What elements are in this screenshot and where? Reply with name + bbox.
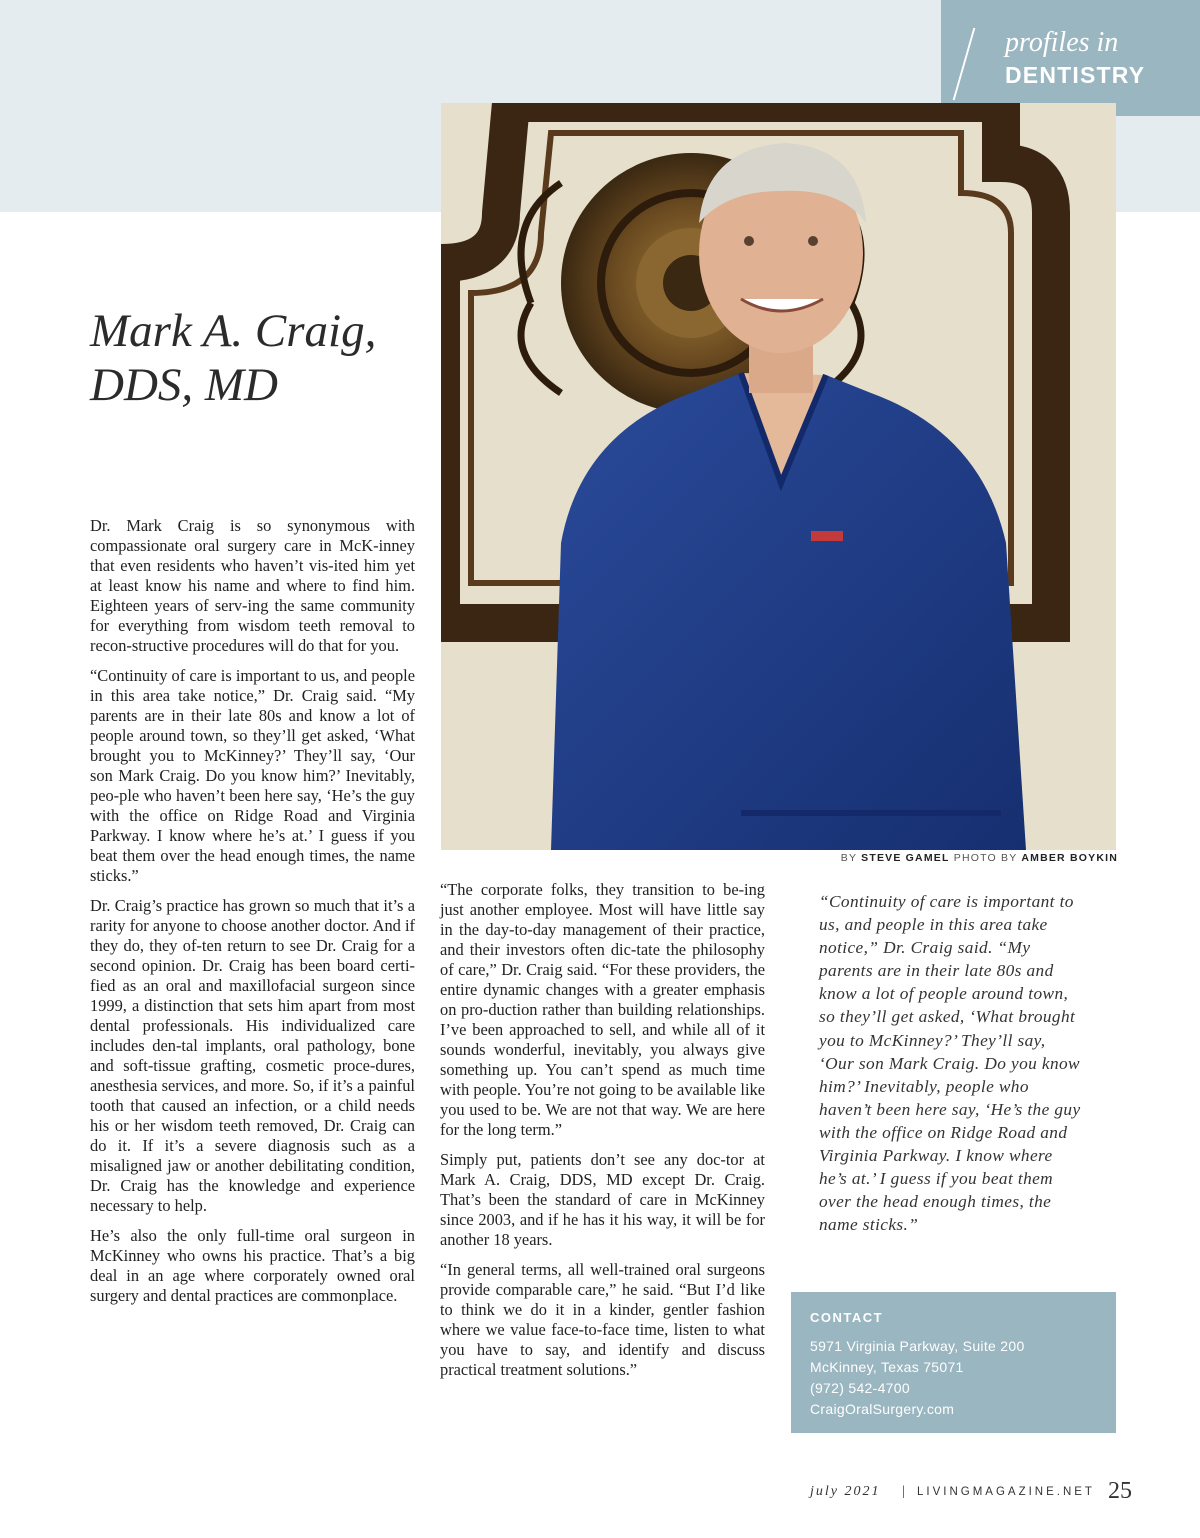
section-label-caps: DENTISTRY [1005, 62, 1146, 88]
slash-divider [953, 28, 976, 100]
footer-date: july 2021 [810, 1484, 881, 1499]
byline-by: BY [840, 852, 858, 864]
contact-box [791, 1292, 1116, 1433]
byline-credit [790, 852, 1118, 864]
byline-photo-by: PHOTO BY [953, 852, 1018, 864]
footer-separator: | [902, 1484, 905, 1499]
page-number: 25 [1108, 1478, 1132, 1504]
body-paragraph: Dr. Mark Craig is so synonymous with compassionate oral surgery care in McK-inney that even residents who haven’t vis-ited him yet at least know his name and where to find him. Eighteen years of serv-ing the same community for everything from wisdom teeth removal to recon-structive procedures will do that for you. [90, 516, 415, 655]
contact-heading: CONTACT [810, 1310, 884, 1325]
contact-address: 5971 Virginia Parkway, Suite 200 [810, 1338, 1025, 1354]
body-paragraph: Simply put, patients don’t see any doc-tor at Mark A. Craig, DDS, MD except Dr. Craig. That’s been the standard of care in McKinney since 2003, and if he has it his way, it will be for another 18 years. [440, 1150, 765, 1249]
contact-details [810, 1336, 1025, 1420]
article-title [90, 304, 435, 412]
body-paragraph: “The corporate folks, they transition to be-ing just another employee. Most will have little say in the day-to-day management of their practice, and their investors often dic-tate the philosophy of care,” Dr. Craig said. “For these providers, the entire dynamic changes with a greater emphasis on pro-duction rather than building relationships. I’ve been approached to sell, and while all of it sounds wonderful, inevitably, you always give something up. You can’t spend as much time with people. You’re not going to be available like you used to be. We are not that way. We are here for the long term.” [440, 880, 765, 1139]
title-line-1: Mark A. Craig, [90, 305, 377, 357]
portrait-photo [441, 103, 1116, 850]
title-line-2: DDS, MD [90, 359, 278, 411]
body-paragraph: Dr. Craig’s practice has grown so much that it’s a rarity for anyone to choose another doctor. And if they do, they of-ten return to see Dr. Craig for a second opinion. Dr. Craig has been board certi-fied as an oral and maxillofacial surgeon since 1999, a distinction that sets him apart from most dental professionals. His individualized care includes den-tal implants, oral pathology, bone and soft-tissue grafting, cosmetic proce-dures, anesthesia services, and more. So, if it’s a painful tooth that caused an infection, or a child needs his or her wisdom teeth removed, Dr. Craig can do it. If it’s a severe diagnosis such as a misaligned jaw or another debilitating condition, Dr. Craig has the knowledge and experience necessary to help. [90, 896, 415, 1215]
pull-quote: “Continuity of care is important to us, and people in this area take notice,” Dr. Craig said. “My parents are in their late 80s and know a lot of people around town, so they’ll get asked, ‘What brought you to McKinney?’ They’ll say, ‘Our son Mark Craig. Do you know him?’ Inevitably, people who haven’t been here say, ‘He’s the guy with the office on Ridge Road and Virginia Parkway. I know where he’s at.’ I guess if you beat them over the head enough times, the name sticks.” [819, 892, 1081, 1235]
byline-author: STEVE GAMEL [861, 852, 950, 864]
byline-photographer: AMBER BOYKIN [1021, 852, 1118, 864]
section-tab [941, 0, 1200, 116]
contact-city: McKinney, Texas 75071 [810, 1359, 964, 1375]
body-paragraph: He’s also the only full-time oral surgeon in McKinney who owns his practice. That’s a big deal in an age where corporately owned oral surgery and dental practices are commonplace. [90, 1226, 415, 1305]
contact-phone: (972) 542-4700 [810, 1380, 910, 1396]
body-paragraph: “Continuity of care is important to us, and people in this area take notice,” Dr. Craig said. “My parents are in their late 80s and know a lot of people around town, so they’ll get asked, ‘What brought you to McKinney?’ They’ll say, ‘Our son Mark Craig. Do you know him?’ Inevitably, peo-ple who haven’t been here say, ‘He’s the guy with the office on Ridge Road and Virginia Parkway. I know where he’s at.’ I guess if you beat them over the head enough times, the name sticks.” [90, 666, 415, 885]
footer-site[interactable]: LIVINGMAGAZINE.NET [917, 1486, 1095, 1498]
section-label-italic: profiles in [1005, 27, 1119, 58]
body-column-1 [90, 516, 415, 1316]
page-footer [810, 1478, 1140, 1508]
portrait-illustration [441, 103, 1116, 850]
body-column-2 [440, 880, 765, 1390]
body-paragraph: “In general terms, all well-trained oral surgeons provide comparable care,” he said. “But I’d like to think we do it in a kinder, gentler fashion where we value face-to-face time, listen to what you have to say, and identify and discuss practical treatment solutions.” [440, 1260, 765, 1379]
contact-website[interactable]: CraigOralSurgery.com [810, 1401, 955, 1417]
